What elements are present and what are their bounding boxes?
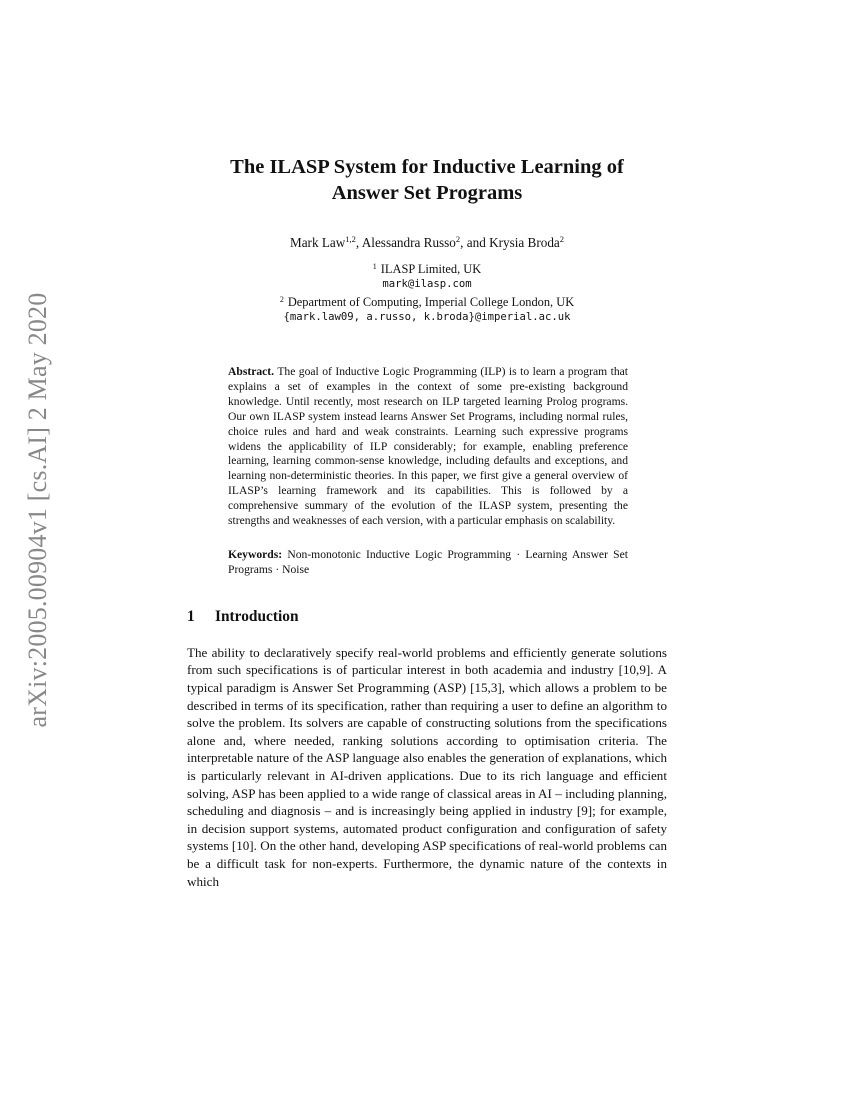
affiliation-1-email: mark@ilasp.com xyxy=(382,278,472,290)
abstract-text: The goal of Inductive Logic Programming (ILP) is to learn a program that explains a set of examples in the context of some pre-existing background knowledge. Until recently, most research on ILP targeted learning Prolog programs. Our own ILASP system instead learns Answer Set Programs, including normal rules, choice rules and hard and weak constraints. Learning such expressive programs widens the applicability of ILP considerably; for example, enabling preference learning, learning common-sense knowledge, including defaults and exceptions, and learning non-deterministic theories. In this paper, we first give a general overview of ILASP’s learning framework and its capabilities. This is followed by a comprehensive summary of the evolution of the ILASP system, presenting the strengths and weaknesses of each version, with a particular emphasis on scalability. xyxy=(228,365,628,528)
affiliation-2-email: {mark.law09, a.russo, k.broda}@imperial.ac.uk xyxy=(283,311,571,323)
affiliations xyxy=(187,259,667,325)
author-list xyxy=(187,234,667,251)
author-separator: , xyxy=(355,235,362,250)
paper-title xyxy=(187,154,667,206)
abstract-label: Abstract. xyxy=(228,365,275,378)
paper-page xyxy=(187,150,667,890)
affiliation-1-marker: 1 xyxy=(372,262,377,271)
section-heading-introduction xyxy=(187,608,667,626)
author-affiliation-marker: 1,2 xyxy=(345,234,356,244)
affiliation-2 xyxy=(187,292,667,310)
author-affiliation-marker: 2 xyxy=(559,234,565,244)
author-name: Mark Law xyxy=(289,235,346,250)
abstract xyxy=(228,365,628,529)
author-name: Krysia Broda xyxy=(489,235,560,250)
paper-title-line-1: The ILASP System for Inductive Learning of xyxy=(230,156,624,178)
section-number: 1 xyxy=(187,607,195,625)
section-title: Introduction xyxy=(215,607,299,625)
affiliation-1-name: ILASP Limited, UK xyxy=(380,262,482,276)
paper-title-line-2: Answer Set Programs xyxy=(331,182,523,204)
affiliation-1 xyxy=(187,259,667,277)
arxiv-identifier-stamp: arXiv:2005.00904v1 [cs.AI] 2 May 2020 xyxy=(23,292,52,728)
keywords-text: Non-monotonic Inductive Logic Programming · Learning Answer Set Programs · Noise xyxy=(228,547,628,576)
introduction-paragraph: The ability to declaratively specify real-world problems and efficiently generate solutions from such specifications is of particular interest in both academia and industry [10,9]. A typical paradigm is Answer Set Programming (ASP) [15,3], which allows a problem to be described in terms of its specification, rather than requiring a user to define an algorithm to solve the problem. Its solvers are capable of constructing solutions from the specifications alone and, where needed, ranking solutions according to optimisation criteria. The interpretable nature of the ASP language also enables the generation of explanations, which is particularly relevant in AI-driven applications. Due to its rich language and efficient solving, ASP has been applied to a wide range of classical areas in AI – including planning, scheduling and diagnosis – and is increasingly being applied in industry [9]; for example, in decision support systems, automated product configuration and configuration of safety systems [10]. On the other hand, developing ASP specifications of real-world problems can be a difficult task for non-experts. Furthermore, the dynamic nature of the contexts in which xyxy=(187,644,667,889)
author-name: Alessandra Russo xyxy=(361,235,456,250)
keywords-label: Keywords: xyxy=(228,547,283,561)
author-separator: , and xyxy=(460,235,490,250)
keywords xyxy=(228,548,628,578)
affiliation-2-name: Department of Computing, Imperial College London, UK xyxy=(287,295,575,309)
affiliation-2-marker: 2 xyxy=(279,295,284,304)
author-affiliation-marker: 2 xyxy=(455,234,461,244)
